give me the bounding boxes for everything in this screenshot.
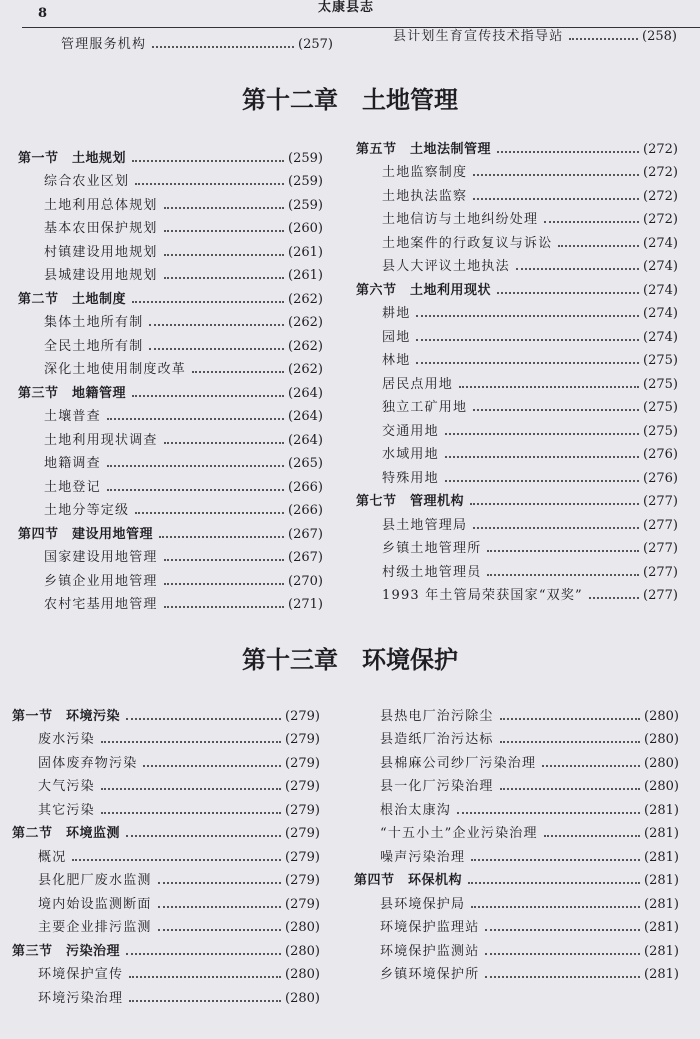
toc-entry (354, 888, 679, 912)
dot-leader (497, 151, 639, 153)
toc-entry (18, 330, 323, 354)
entry-title: 土地案件的行政复议与诉讼 (382, 235, 553, 251)
dot-leader (569, 38, 638, 40)
toc-section-entry (12, 935, 320, 959)
dot-leader (473, 174, 639, 176)
entry-title: 居民点用地 (382, 376, 454, 392)
entry-title: 第二节 土地制度 (18, 291, 127, 307)
entry-page-number: (277) (643, 588, 678, 603)
entry-page-number: (279) (285, 708, 320, 724)
entry-page-number: (280) (285, 920, 320, 935)
toc-entry (18, 307, 323, 331)
toc-entry (354, 794, 679, 818)
entry-page-number: (280) (644, 755, 679, 771)
entry-title: 县一化厂污染治理 (380, 779, 494, 794)
toc-entry (12, 912, 320, 936)
entry-page-number: (279) (285, 779, 320, 794)
entry-title: 第二节 环境监测 (12, 826, 121, 841)
entry-page-number: (274) (643, 329, 678, 345)
toc-entry (356, 227, 678, 251)
toc-entry (356, 298, 678, 322)
dot-leader (135, 512, 284, 514)
entry-title: 林地 (382, 353, 411, 368)
entry-title: 土地信访与土地纠纷处理 (382, 212, 539, 227)
toc-entry (356, 439, 678, 463)
toc-entry (12, 747, 320, 771)
entry-title: 土壤普查 (44, 409, 101, 424)
toc-entry (12, 888, 320, 912)
toc-entry (354, 700, 679, 724)
dot-leader (457, 812, 640, 814)
toc-entry (356, 368, 678, 392)
entry-title: 土地监察制度 (382, 165, 468, 180)
entry-title: 县造纸厂治污达标 (380, 732, 494, 747)
entry-title: 县城建设用地规划 (44, 268, 158, 283)
entry-page-number: (277) (643, 494, 678, 509)
dot-leader (416, 315, 639, 317)
entry-title: 县化肥厂废水监测 (38, 873, 152, 888)
dot-leader (589, 597, 639, 599)
chapter-12-left-column (18, 142, 323, 612)
dot-leader (135, 183, 284, 185)
entry-title: 管理服务机构 (61, 36, 147, 52)
toc-section-entry (354, 865, 679, 889)
entry-title: 第四节 建设用地管理 (18, 526, 154, 542)
entry-page-number: (275) (643, 376, 678, 392)
entry-title: 土地利用总体规划 (44, 197, 158, 213)
entry-page-number: (276) (643, 447, 678, 462)
entry-page-number: (279) (285, 896, 320, 912)
dot-leader (107, 489, 284, 491)
dot-leader (158, 882, 281, 884)
entry-title: 1993 年土管局荣获国家“双奖” (382, 588, 583, 603)
dot-leader (459, 386, 639, 388)
entry-title: 土地分等定级 (44, 503, 130, 518)
chapter-12-right-column (356, 133, 678, 603)
entry-title: 第一节 环境污染 (12, 708, 121, 724)
entry-page-number: (275) (643, 400, 678, 415)
toc-entry (18, 448, 323, 472)
entry-page-number: (281) (644, 873, 679, 888)
entry-page-number: (259) (288, 150, 323, 166)
entry-page-number: (281) (644, 849, 679, 865)
dot-leader (101, 812, 281, 814)
entry-title: 主要企业排污监测 (38, 920, 152, 935)
entry-page-number: (259) (288, 174, 323, 189)
dot-leader (500, 741, 640, 743)
dot-leader (107, 465, 284, 467)
dot-leader (164, 606, 284, 608)
dot-leader (542, 765, 640, 767)
entry-page-number: (279) (285, 755, 320, 771)
dot-leader (158, 906, 281, 908)
entry-page-number: (266) (288, 479, 323, 495)
entry-page-number: (281) (644, 943, 679, 959)
entry-title: 第六节 土地利用现状 (356, 282, 492, 298)
dot-leader (485, 953, 640, 955)
dot-leader (129, 976, 281, 978)
entry-page-number: (262) (288, 362, 323, 377)
entry-page-number: (281) (644, 896, 679, 912)
entry-title: 集体土地所有制 (44, 315, 144, 330)
toc-entry (12, 724, 320, 748)
entry-title: 县土地管理局 (382, 517, 468, 533)
entry-title: 第五节 土地法制管理 (356, 141, 492, 157)
toc-entry (354, 912, 679, 936)
toc-entry (18, 401, 323, 425)
entry-page-number: (275) (643, 353, 678, 368)
entry-title: “十五小土”企业污染治理 (380, 826, 538, 841)
entry-title: 噪声污染治理 (380, 849, 466, 865)
toc-entry (18, 260, 323, 284)
toc-entry (354, 935, 679, 959)
toc-entry (12, 841, 320, 865)
dot-leader (487, 550, 639, 552)
dot-leader (164, 277, 284, 279)
entry-page-number: (267) (288, 550, 323, 565)
entry-page-number: (274) (643, 235, 678, 251)
entry-page-number: (280) (644, 708, 679, 724)
entry-page-number: (279) (285, 732, 320, 747)
dot-leader (149, 324, 284, 326)
entry-page-number: (281) (644, 802, 679, 818)
entry-title: 水域用地 (382, 447, 439, 462)
dot-leader (485, 929, 640, 931)
dot-leader (159, 536, 284, 538)
toc-entry (356, 180, 678, 204)
toc-entry (356, 556, 678, 580)
entry-page-number: (280) (285, 967, 320, 982)
entry-title: 其它污染 (38, 802, 95, 818)
entry-title: 乡镇环境保护所 (380, 967, 480, 982)
dot-leader (470, 503, 639, 505)
dot-leader (192, 371, 284, 373)
entry-page-number: (270) (288, 573, 323, 589)
entry-title: 第四节 环保机构 (354, 873, 463, 888)
dot-leader (471, 859, 640, 861)
toc-entry (354, 747, 679, 771)
entry-page-number: (267) (288, 526, 323, 542)
entry-page-number: (277) (643, 564, 678, 580)
entry-page-number: (280) (285, 990, 320, 1006)
entry-page-number: (274) (643, 259, 678, 274)
toc-entry (354, 841, 679, 865)
toc-section-entry (356, 274, 678, 298)
entry-title: 概况 (38, 849, 67, 865)
entry-page-number: (274) (643, 282, 678, 298)
toc-entry (18, 189, 323, 213)
dot-leader (445, 456, 639, 458)
entry-page-number: (261) (288, 268, 323, 283)
entry-title: 全民土地所有制 (44, 338, 144, 354)
entry-title: 环境保护宣传 (38, 967, 124, 982)
entry-title: 独立工矿用地 (382, 400, 468, 415)
entry-title: 根治太康沟 (380, 802, 452, 818)
entry-title: 乡镇土地管理所 (382, 541, 482, 556)
dot-leader (473, 527, 639, 529)
toc-entry (18, 495, 323, 519)
entry-page-number: (264) (288, 409, 323, 424)
entry-page-number: (272) (643, 212, 678, 227)
toc-entry (12, 771, 320, 795)
entry-title: 交通用地 (382, 423, 439, 439)
entry-page-number: (280) (285, 943, 320, 959)
toc-entry (18, 589, 323, 613)
dot-leader (107, 418, 284, 420)
entry-page-number: (280) (644, 732, 679, 747)
dot-leader (500, 718, 640, 720)
dot-leader (473, 409, 639, 411)
toc-entry (356, 533, 678, 557)
dot-leader (164, 230, 284, 232)
entry-page-number: (281) (644, 826, 679, 841)
dot-leader (471, 906, 640, 908)
entry-page-number: (275) (643, 423, 678, 439)
toc-entry (356, 251, 678, 275)
toc-entry (12, 794, 320, 818)
dot-leader (445, 433, 639, 435)
dot-leader (126, 718, 281, 720)
entry-title: 乡镇企业用地管理 (44, 573, 158, 589)
toc-section-entry (18, 283, 323, 307)
dot-leader (473, 198, 639, 200)
toc-entry (356, 204, 678, 228)
chapter-13-right-column (354, 700, 679, 982)
dot-leader (516, 268, 639, 270)
entry-title: 第三节 地籍管理 (18, 385, 127, 401)
toc-entry (354, 724, 679, 748)
entry-title: 第三节 污染治理 (12, 943, 121, 959)
entry-title: 村镇建设用地规划 (44, 244, 158, 260)
entry-page-number: (271) (288, 597, 323, 612)
entry-title: 县人大评议土地执法 (382, 259, 510, 274)
entry-title: 第一节 土地规划 (18, 150, 127, 166)
entry-title: 固体废弃物污染 (38, 755, 138, 771)
dot-leader (158, 929, 281, 931)
entry-page-number: (276) (643, 470, 678, 486)
toc-entry (356, 509, 678, 533)
dot-leader (544, 221, 639, 223)
entry-page-number: (279) (285, 826, 320, 841)
toc-entry (18, 424, 323, 448)
dot-leader (416, 339, 639, 341)
dot-leader (497, 292, 639, 294)
toc-section-entry (18, 142, 323, 166)
toc-section-entry (356, 486, 678, 510)
toc-section-entry (18, 518, 323, 542)
dot-leader (72, 859, 281, 861)
entry-title: 耕地 (382, 306, 411, 321)
entry-title: 特殊用地 (382, 470, 439, 486)
toc-entry (356, 157, 678, 181)
entry-title: 第七节 管理机构 (356, 494, 465, 509)
toc-entry (356, 345, 678, 369)
toc-section-entry (18, 377, 323, 401)
dot-leader (485, 976, 640, 978)
entry-title: 废水污染 (38, 732, 95, 747)
entry-title: 环境保护监理站 (380, 920, 480, 935)
entry-page-number: (281) (644, 920, 679, 935)
top-entry-left (35, 28, 333, 52)
entry-page-number: (260) (288, 221, 323, 236)
toc-entry (356, 321, 678, 345)
dot-leader (126, 953, 281, 955)
toc-entry (12, 959, 320, 983)
toc-entry (12, 982, 320, 1006)
entry-page-number: (279) (285, 849, 320, 865)
toc-entry (18, 236, 323, 260)
entry-page-number: (265) (288, 456, 323, 471)
dot-leader (132, 160, 284, 162)
entry-page-number: (280) (644, 779, 679, 794)
dot-leader (101, 788, 281, 790)
dot-leader (164, 442, 284, 444)
entry-title: 土地登记 (44, 479, 101, 495)
toc-entry (354, 959, 679, 983)
toc-entry (356, 462, 678, 486)
dot-leader (101, 741, 281, 743)
toc-section-entry (356, 133, 678, 157)
dot-leader (558, 245, 639, 247)
dot-leader (468, 882, 640, 884)
entry-title: 县环境保护局 (380, 896, 466, 912)
entry-title: 土地利用现状调查 (44, 432, 158, 448)
toc-entry (356, 580, 678, 604)
entry-title: 园地 (382, 329, 411, 345)
entry-title: 深化土地使用制度改革 (44, 362, 187, 377)
entry-title: 县热电厂治污除尘 (380, 708, 494, 724)
entry-page-number: (264) (288, 385, 323, 401)
toc-entry (367, 20, 677, 44)
toc-section-entry (12, 700, 320, 724)
toc-entry (356, 415, 678, 439)
entry-page-number: (262) (288, 338, 323, 354)
entry-title: 基本农田保护规划 (44, 221, 158, 236)
running-title: 太康县志 (318, 0, 375, 15)
entry-page-number: (277) (643, 541, 678, 556)
dot-leader (164, 254, 284, 256)
dot-leader (132, 395, 284, 397)
toc-entry (354, 771, 679, 795)
page-number: 8 (38, 6, 48, 21)
entry-page-number: (257) (298, 36, 333, 52)
toc-entry (18, 354, 323, 378)
entry-page-number: (264) (288, 432, 323, 448)
dot-leader (143, 765, 281, 767)
toc-entry (18, 213, 323, 237)
dot-leader (152, 46, 294, 48)
entry-title: 大气污染 (38, 779, 95, 794)
entry-page-number: (259) (288, 197, 323, 213)
entry-page-number: (281) (644, 967, 679, 982)
entry-title: 村级土地管理员 (382, 564, 482, 580)
entry-page-number: (266) (288, 503, 323, 518)
dot-leader (445, 480, 639, 482)
dot-leader (487, 574, 639, 576)
dot-leader (129, 1000, 281, 1002)
entry-title: 境内始设监测断面 (38, 896, 152, 912)
entry-title: 地籍调查 (44, 456, 101, 471)
toc-entry (35, 28, 333, 52)
entry-title: 县棉麻公司纱厂污染治理 (380, 755, 537, 771)
entry-page-number: (274) (643, 306, 678, 321)
entry-page-number: (262) (288, 291, 323, 307)
dot-leader (164, 583, 284, 585)
dot-leader (149, 348, 284, 350)
entry-page-number: (279) (285, 802, 320, 818)
toc-entry (18, 565, 323, 589)
entry-page-number: (262) (288, 315, 323, 330)
entry-page-number: (277) (643, 517, 678, 533)
entry-page-number: (279) (285, 873, 320, 888)
entry-page-number: (272) (643, 188, 678, 204)
toc-section-entry (12, 818, 320, 842)
entry-title: 县计划生育宣传技术指导站 (393, 28, 564, 44)
entry-page-number: (272) (643, 165, 678, 180)
entry-page-number: (258) (642, 28, 677, 44)
toc-entry (12, 865, 320, 889)
dot-leader (126, 835, 281, 837)
chapter-13-left-column (12, 700, 320, 1006)
entry-title: 环境污染治理 (38, 990, 124, 1006)
chapter-13-title: 第十三章 环境保护 (242, 646, 458, 674)
dot-leader (164, 559, 284, 561)
entry-title: 环境保护监测站 (380, 943, 480, 959)
toc-entry (356, 392, 678, 416)
entry-title: 土地执法监察 (382, 188, 468, 204)
dot-leader (132, 301, 284, 303)
entry-title: 国家建设用地管理 (44, 550, 158, 565)
chapter-12-title: 第十二章 土地管理 (242, 86, 458, 114)
entry-page-number: (261) (288, 244, 323, 260)
entry-title: 综合农业区划 (44, 174, 130, 189)
dot-leader (500, 788, 640, 790)
dot-leader (544, 835, 640, 837)
dot-leader (164, 207, 284, 209)
toc-entry (18, 471, 323, 495)
toc-entry (18, 542, 323, 566)
dot-leader (416, 362, 639, 364)
top-entry-right (367, 20, 677, 44)
entry-page-number: (272) (643, 141, 678, 157)
toc-entry (18, 166, 323, 190)
toc-entry (354, 818, 679, 842)
entry-title: 农村宅基用地管理 (44, 597, 158, 612)
